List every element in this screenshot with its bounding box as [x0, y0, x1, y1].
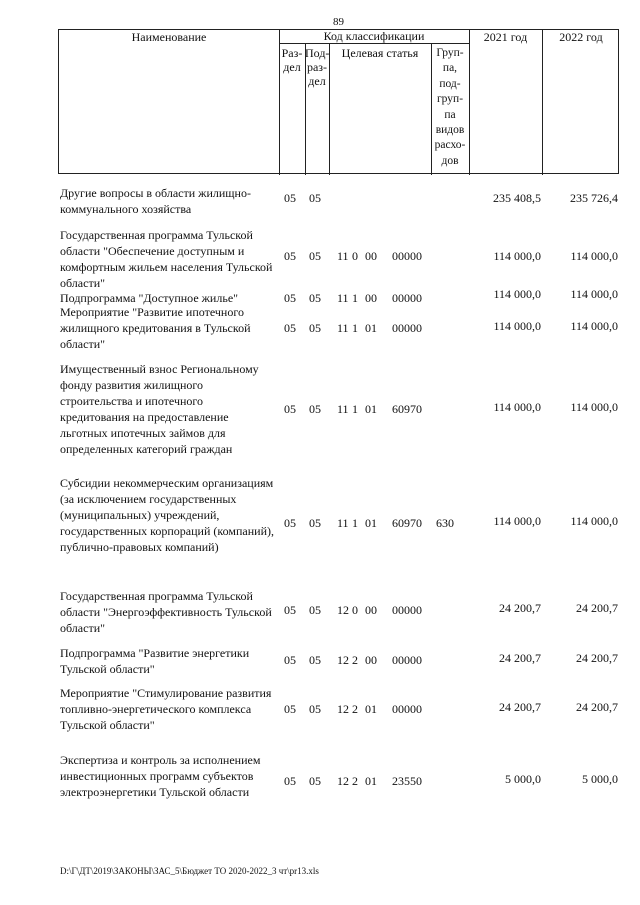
- row-value-2021: 5 000,0: [505, 772, 541, 786]
- page-number: 89: [333, 16, 344, 28]
- row-value-2021: 24 200,7: [499, 601, 541, 615]
- row-target-event: 01: [365, 321, 377, 335]
- row-target-subprogram: 1: [352, 291, 358, 305]
- row-razdel: 05: [284, 774, 296, 788]
- header-year-2021: 2021 год: [483, 30, 528, 44]
- row-target-direction: 00000: [392, 603, 422, 617]
- row-target-subprogram: 0: [352, 603, 358, 617]
- row-podrazdel: 05: [309, 402, 321, 416]
- row-target-program: 12: [337, 603, 349, 617]
- row-target-event: 00: [365, 653, 377, 667]
- row-target-direction: 23550: [392, 774, 422, 788]
- row-target-program: 11: [337, 516, 349, 530]
- row-target-event: 00: [365, 603, 377, 617]
- row-value-2022: 24 200,7: [576, 651, 618, 665]
- row-target-subprogram: 2: [352, 702, 358, 716]
- row-name: Подпрограмма "Развитие энергетики Тульской области": [60, 646, 250, 676]
- row-target-direction: 00000: [392, 291, 422, 305]
- row-value-2021: 114 000,0: [493, 287, 541, 301]
- row-value-2021: 114 000,0: [493, 249, 541, 263]
- row-value-2021: 24 200,7: [499, 700, 541, 714]
- row-target-program: 11: [337, 402, 349, 416]
- row-target-subprogram: 1: [352, 402, 358, 416]
- row-name: Мероприятие "Развитие ипотечного жилищного кредитования в Тульской области": [60, 305, 251, 351]
- row-target-program: 11: [337, 321, 349, 335]
- row-value-2021: 114 000,0: [493, 400, 541, 414]
- row-razdel: 05: [284, 516, 296, 530]
- header-year-2022: 2022 год: [559, 30, 603, 44]
- row-target-subprogram: 1: [352, 516, 358, 530]
- row-target-direction: 00000: [392, 249, 422, 263]
- row-podrazdel: 05: [309, 191, 321, 205]
- row-name: Субсидии некоммерческим организациям (за исключением государственных (муниципальных) учреждений, государственных корпораций (компаний), публично-правовых компаний): [60, 476, 274, 554]
- row-target-event: 01: [365, 774, 377, 788]
- row-target-program: 12: [337, 702, 349, 716]
- row-razdel: 05: [284, 291, 296, 305]
- row-target-direction: 60970: [392, 516, 422, 530]
- row-value-2021: 235 408,5: [493, 191, 541, 205]
- row-group: 630: [436, 516, 454, 530]
- row-podrazdel: 05: [309, 653, 321, 667]
- row-name: Государственная программа Тульской области "Обеспечение доступным и комфортным жильем населения Тульской области": [60, 228, 273, 290]
- row-target-event: 00: [365, 291, 377, 305]
- row-name: Государственная программа Тульской области "Энергоэффективность Тульской области": [60, 589, 272, 635]
- row-target-direction: 00000: [392, 653, 422, 667]
- row-value-2022: 24 200,7: [576, 700, 618, 714]
- row-target-program: 12: [337, 774, 349, 788]
- row-razdel: 05: [284, 249, 296, 263]
- header-podrazdel: Под- раз- дел: [305, 46, 330, 88]
- row-razdel: 05: [284, 603, 296, 617]
- row-razdel: 05: [284, 191, 296, 205]
- row-podrazdel: 05: [309, 291, 321, 305]
- row-razdel: 05: [284, 321, 296, 335]
- file-path-footer: D:\Г\ДТ\2019\ЗАКОНЫ\ЗАС_5\Бюджет ТО 2020-2022_3 чт\pr13.xls: [60, 866, 319, 876]
- row-value-2021: 114 000,0: [493, 319, 541, 333]
- row-value-2022: 114 000,0: [570, 249, 618, 263]
- row-target-direction: 00000: [392, 702, 422, 716]
- row-podrazdel: 05: [309, 603, 321, 617]
- row-razdel: 05: [284, 653, 296, 667]
- row-name: Экспертиза и контроль за исполнением инвестиционных программ субъектов электроэнергетики Тульской области: [60, 753, 261, 799]
- row-target-subprogram: 0: [352, 249, 358, 263]
- row-target-subprogram: 2: [352, 774, 358, 788]
- row-podrazdel: 05: [309, 774, 321, 788]
- row-target-event: 01: [365, 516, 377, 530]
- row-target-program: 12: [337, 653, 349, 667]
- header-razdel: Раз- дел: [281, 46, 303, 74]
- row-name: Подпрограмма "Доступное жилье": [60, 291, 239, 305]
- row-podrazdel: 05: [309, 249, 321, 263]
- row-name: Имущественный взнос Региональному фонду развития жилищного строительства и ипотечного кредитования на предоставление льготных ипотечных займов для определенных категорий граждан: [60, 362, 259, 456]
- row-name: Мероприятие "Стимулирование развития топливно-энергетического комплекса Тульской области": [60, 686, 272, 732]
- row-podrazdel: 05: [309, 321, 321, 335]
- row-value-2022: 235 726,4: [570, 191, 618, 205]
- row-target-subprogram: 1: [352, 321, 358, 335]
- row-podrazdel: 05: [309, 516, 321, 530]
- row-value-2022: 5 000,0: [582, 772, 618, 786]
- row-podrazdel: 05: [309, 702, 321, 716]
- table-header: [58, 29, 619, 174]
- row-target-subprogram: 2: [352, 653, 358, 667]
- row-target-event: 01: [365, 702, 377, 716]
- row-razdel: 05: [284, 702, 296, 716]
- row-value-2022: 114 000,0: [570, 287, 618, 301]
- row-value-2021: 24 200,7: [499, 651, 541, 665]
- row-razdel: 05: [284, 402, 296, 416]
- row-target-program: 11: [337, 291, 349, 305]
- row-target-direction: 00000: [392, 321, 422, 335]
- row-value-2022: 24 200,7: [576, 601, 618, 615]
- row-target-event: 00: [365, 249, 377, 263]
- row-value-2022: 114 000,0: [570, 319, 618, 333]
- row-target-event: 01: [365, 402, 377, 416]
- header-code-classification: Код классификации: [323, 29, 425, 43]
- row-name: Другие вопросы в области жилищно-коммунального хозяйства: [60, 186, 251, 216]
- row-value-2021: 114 000,0: [493, 514, 541, 528]
- row-value-2022: 114 000,0: [570, 400, 618, 414]
- header-name: Наименование: [131, 30, 207, 44]
- row-value-2022: 114 000,0: [570, 514, 618, 528]
- header-target-article: Целевая статья: [341, 46, 419, 60]
- row-target-program: 11: [337, 249, 349, 263]
- row-target-direction: 60970: [392, 402, 422, 416]
- header-group: Груп- па, под- груп- па видов расхо- дов: [434, 47, 466, 167]
